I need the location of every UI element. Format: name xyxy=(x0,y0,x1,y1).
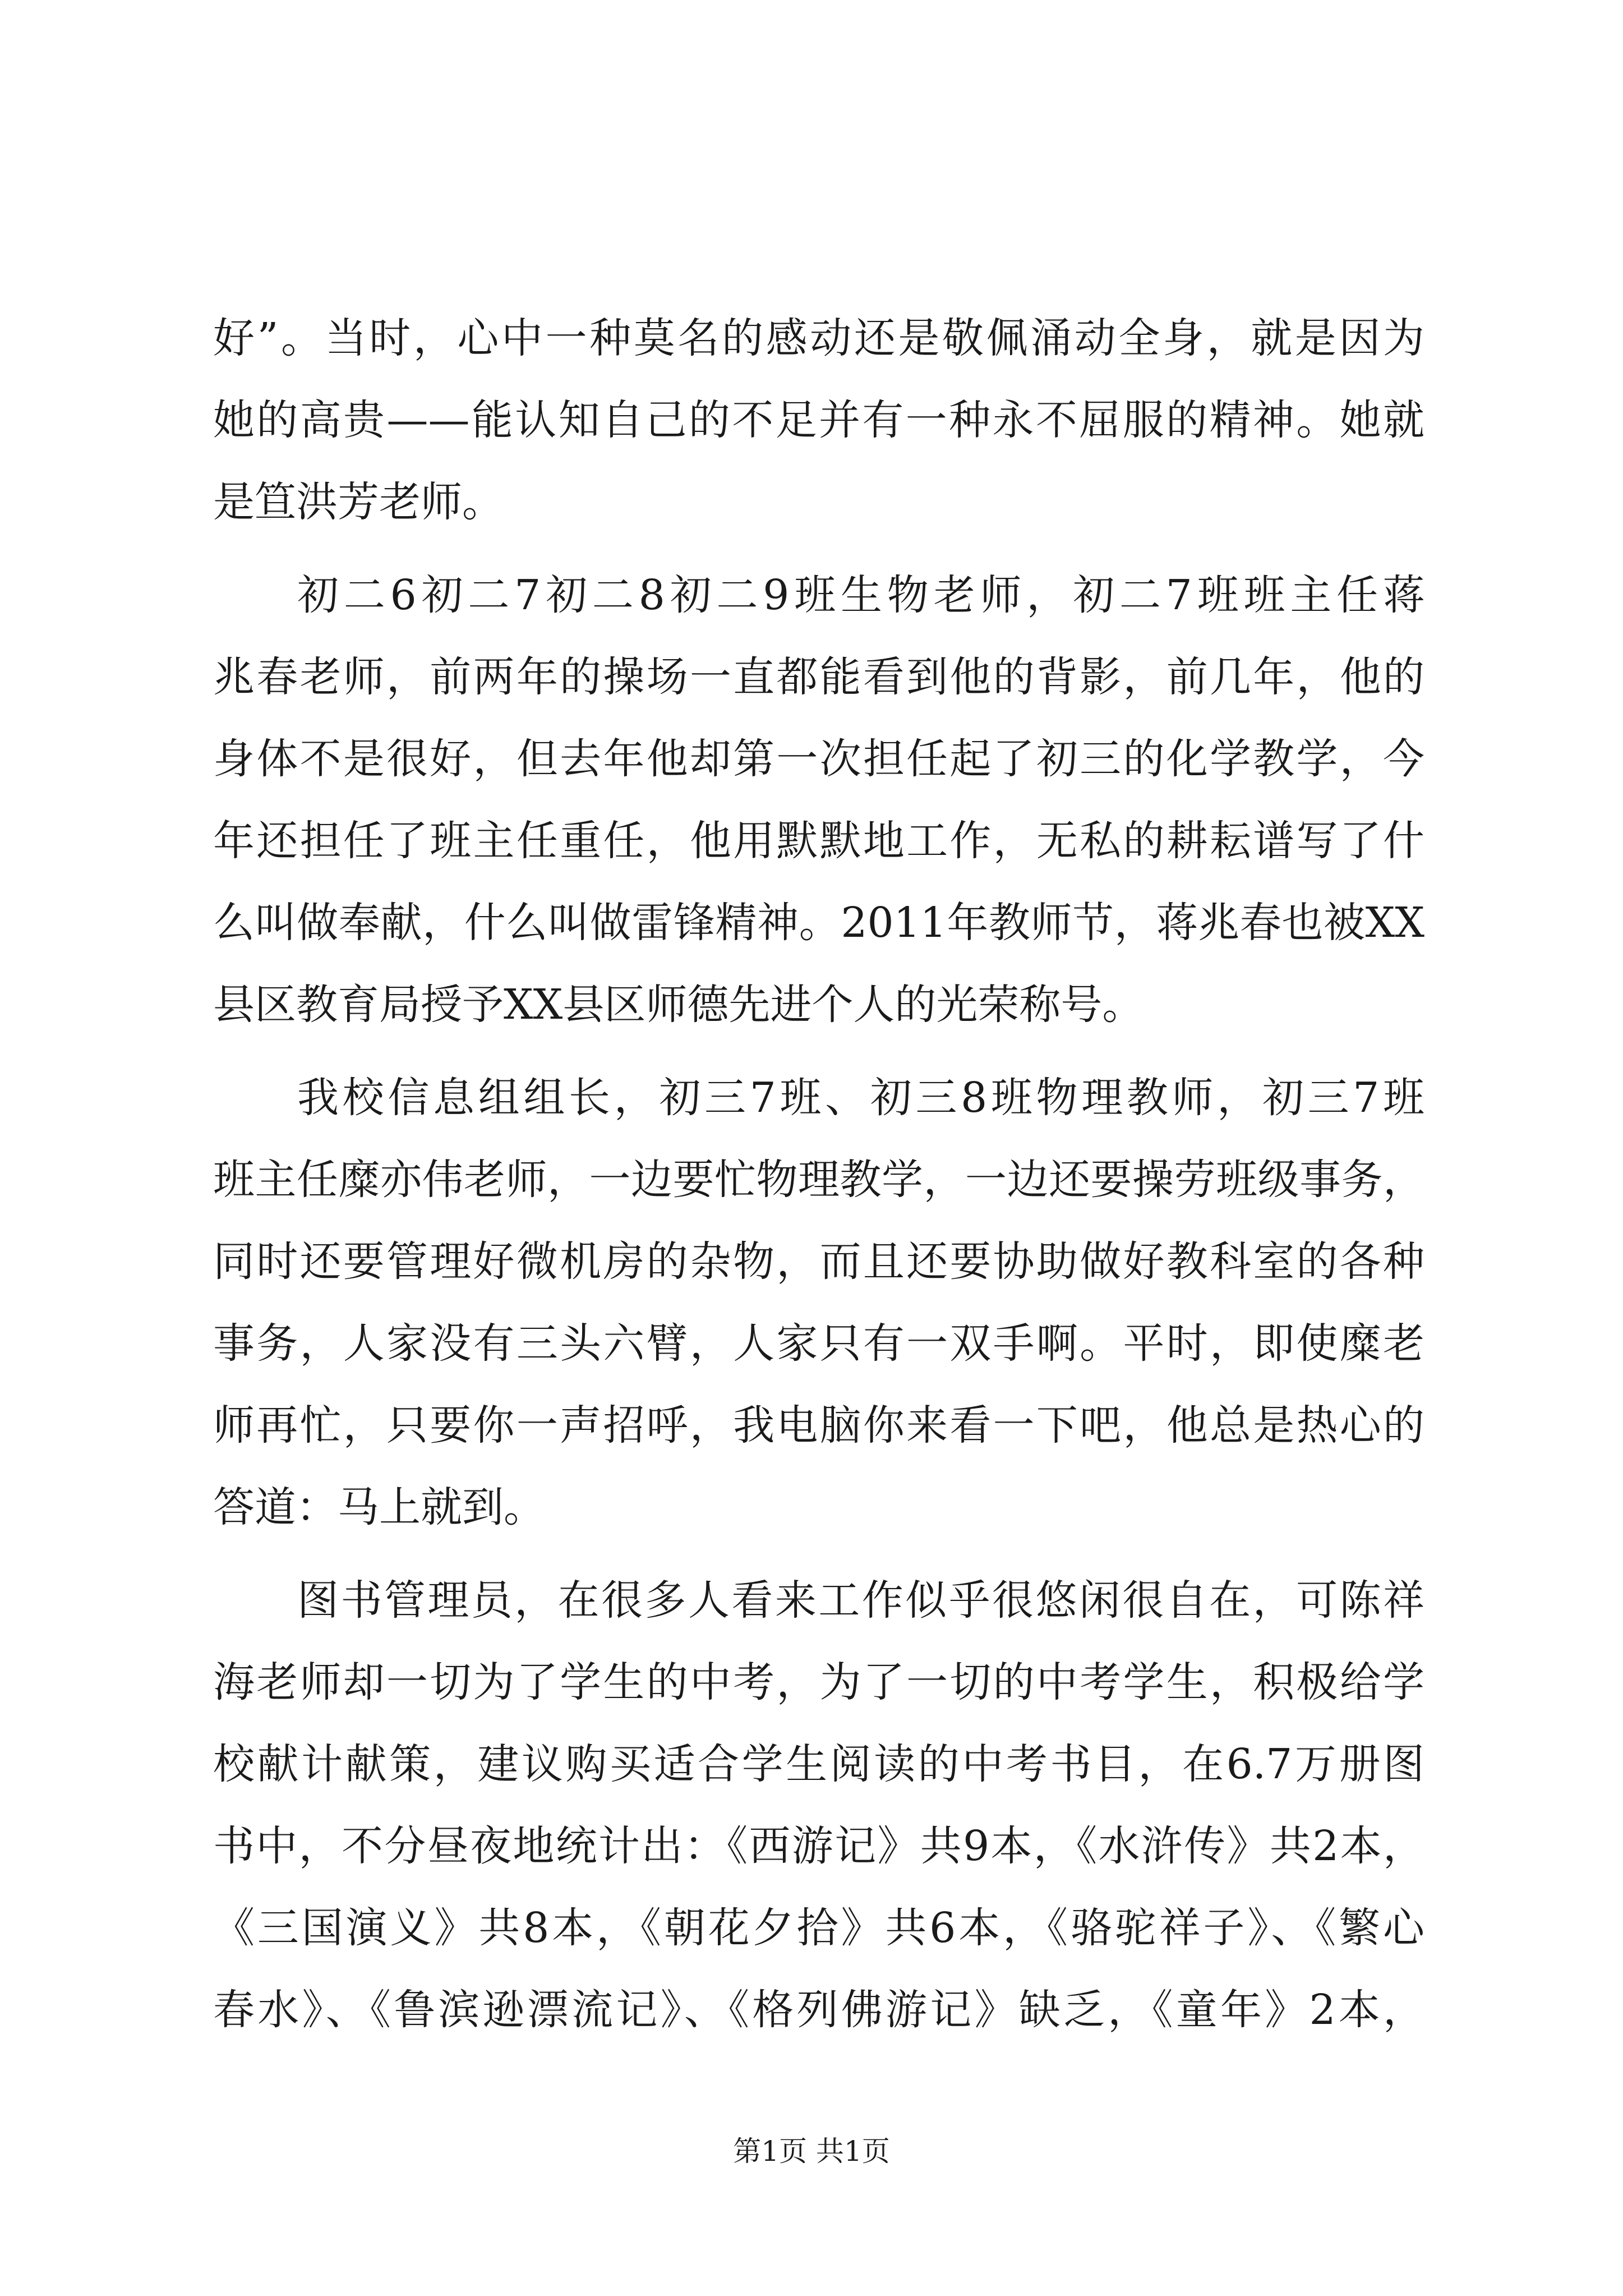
page-footer: 第1页 共1页 xyxy=(733,2135,890,2168)
text-line: 年还担任了班主任重任，他用默默地工作，无私的耕耘谱写了什 xyxy=(213,817,1424,865)
paragraph-3 xyxy=(213,1057,1424,1548)
text-line: 好”。当时，心中一种莫名的感动还是敬佩涌动全身，就是因为 xyxy=(213,314,1424,362)
text-line: 校献计献策，建议购买适合学生阅读的中考书目，在6.7万册图 xyxy=(213,1740,1424,1788)
text-line: 我校信息组组长，初三7班、初三8班物理教师，初三7班 xyxy=(297,1074,1424,1122)
text-line: 答道：马上就到。 xyxy=(213,1483,545,1531)
text-line: 初二6初二7初二8初二9班生物老师，初二7班班主任蒋 xyxy=(297,571,1424,619)
text-line: 身体不是很好，但去年他却第一次担任起了初三的化学教学，今 xyxy=(213,735,1424,783)
text-line: 春水》、《鲁滨逊漂流记》、《格列佛游记》缺乏，《童年》2本， xyxy=(213,1986,1424,2034)
text-line: 是笪洪芳老师。 xyxy=(213,478,504,526)
text-line: 同时还要管理好微机房的杂物，而且还要协助做好教科室的各种 xyxy=(213,1237,1424,1286)
text-line: 图书管理员，在很多人看来工作似乎很悠闲很自在，可陈祥 xyxy=(297,1576,1424,1625)
paragraph-4 xyxy=(213,1559,1424,2051)
paragraph-1 xyxy=(213,297,1424,543)
text-line: 师再忙，只要你一声招呼，我电脑你来看一下吧，他总是热心的 xyxy=(213,1401,1424,1450)
text-line: 班主任糜亦伟老师，一边要忙物理教学，一边还要操劳班级事务， xyxy=(213,1156,1424,1204)
text-line: 事务，人家没有三头六臂，人家只有一双手啊。平时，即使糜老 xyxy=(213,1319,1424,1368)
paragraph-2 xyxy=(213,554,1424,1046)
text-line: 《三国演义》共8本，《朝花夕拾》共6本，《骆驼祥子》、《繁心 xyxy=(213,1904,1424,1952)
text-line: 兆春老师，前两年的操场一直都能看到他的背影，前几年，他的 xyxy=(213,653,1424,701)
text-line: 书中，不分昼夜地统计出：《西游记》共9本，《水浒传》共2本， xyxy=(213,1822,1424,1870)
text-line: 海老师却一切为了学生的中考，为了一切的中考学生，积极给学 xyxy=(213,1658,1424,1706)
text-line: 县区教育局授予XX县区师德先进个人的光荣称号。 xyxy=(213,981,1144,1029)
text-line: 她的高贵——能认知自己的不足并有一种永不屈服的精神。她就 xyxy=(213,396,1424,444)
text-line: 么叫做奉献，什么叫做雷锋精神。2011年教师节，蒋兆春也被XX xyxy=(213,899,1424,947)
document-body xyxy=(213,297,1424,2051)
